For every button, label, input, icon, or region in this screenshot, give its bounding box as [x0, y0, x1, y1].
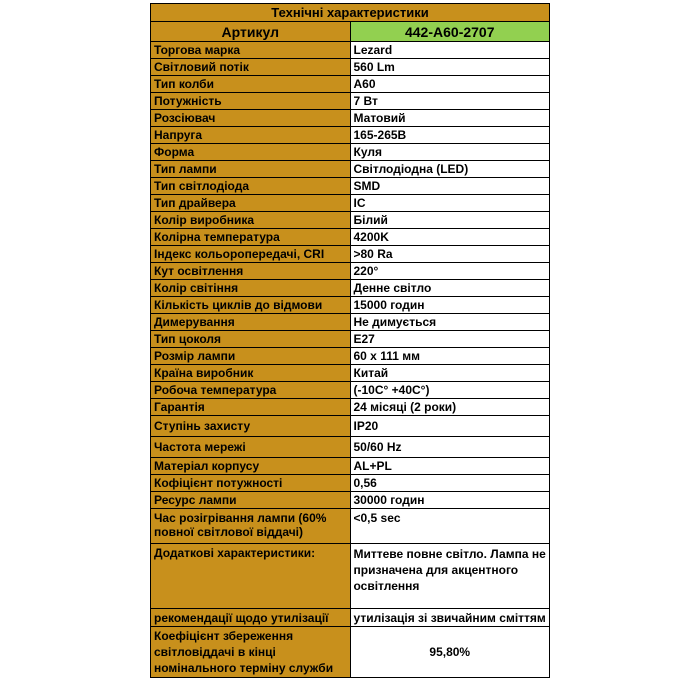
spec-value: Не димується: [350, 314, 550, 331]
spec-value: SMD: [350, 178, 550, 195]
spec-key: Тип драйвера: [151, 195, 351, 212]
spec-value: Світлодіодна (LED): [350, 161, 550, 178]
title-row: [151, 4, 550, 22]
spec-key: Кут освітлення: [151, 263, 351, 280]
spec-value: E27: [350, 331, 550, 348]
table-row: [151, 627, 550, 678]
spec-key: Колірна температура: [151, 229, 351, 246]
spec-value: IC: [350, 195, 550, 212]
spec-value: IP20: [350, 416, 550, 437]
article-label: Артикул: [151, 22, 351, 42]
spec-value: Миттеве повне світло. Лампа не призначена для акцентного освітлення: [350, 544, 550, 609]
spec-key: Ресурс лампи: [151, 492, 351, 509]
table-row: [151, 59, 550, 76]
table-row: [151, 609, 550, 627]
table-row: [151, 365, 550, 382]
table-row: [151, 509, 550, 544]
spec-key: Індекс кольоропередачі, CRI: [151, 246, 351, 263]
spec-value: 220°: [350, 263, 550, 280]
table-row: [151, 437, 550, 458]
spec-key: Потужність: [151, 93, 351, 110]
spec-key: Тип лампи: [151, 161, 351, 178]
table-row: [151, 93, 550, 110]
table-row: [151, 475, 550, 492]
table-row: [151, 127, 550, 144]
table-row: [151, 382, 550, 399]
spec-value: (-10C° +40C°): [350, 382, 550, 399]
spec-value: 95,80%: [350, 627, 550, 678]
table-row: [151, 246, 550, 263]
table-row: [151, 212, 550, 229]
spec-value: утилізація зі звичайним сміттям: [350, 609, 550, 627]
spec-key: Коефіцієнт збереження світловіддачі в кінці номінального терміну служби: [151, 627, 351, 678]
table-row: [151, 492, 550, 509]
spec-value: 4200K: [350, 229, 550, 246]
spec-value: 30000 годин: [350, 492, 550, 509]
spec-key: Робоча температура: [151, 382, 351, 399]
spec-key: Кофіцієнт потужності: [151, 475, 351, 492]
table-row: [151, 331, 550, 348]
table-row: [151, 280, 550, 297]
spec-key: Колір світіння: [151, 280, 351, 297]
spec-value: Китай: [350, 365, 550, 382]
spec-key: Тип колби: [151, 76, 351, 93]
spec-value: 7 Вт: [350, 93, 550, 110]
spec-key: Тип цоколя: [151, 331, 351, 348]
table-row: [151, 399, 550, 416]
spec-key: Час розігрівання лампи (60% повної світлової віддачі): [151, 509, 351, 544]
table-row: [151, 458, 550, 475]
spec-key: Димерування: [151, 314, 351, 331]
spec-value: 0,56: [350, 475, 550, 492]
spec-value: A60: [350, 76, 550, 93]
spec-key: Форма: [151, 144, 351, 161]
spec-key: Світловий потік: [151, 59, 351, 76]
spec-value: 24 місяці (2 роки): [350, 399, 550, 416]
table-row: [151, 195, 550, 212]
spec-key: рекомендації щодо утилізації: [151, 609, 351, 627]
spec-key: Напруга: [151, 127, 351, 144]
table-row: [151, 110, 550, 127]
spec-key: Ступінь захисту: [151, 416, 351, 437]
spec-value: 50/60 Hz: [350, 437, 550, 458]
spec-key: Розсіювач: [151, 110, 351, 127]
spec-key: Тип світлодіода: [151, 178, 351, 195]
spec-value: Lezard: [350, 42, 550, 59]
spec-value: >80 Ra: [350, 246, 550, 263]
spec-value: 560 Lm: [350, 59, 550, 76]
spec-key: Матеріал корпусу: [151, 458, 351, 475]
table-row: [151, 544, 550, 609]
spec-key: Колір виробника: [151, 212, 351, 229]
spec-key: Країна виробник: [151, 365, 351, 382]
spec-key: Гарантія: [151, 399, 351, 416]
table-row: [151, 76, 550, 93]
spec-key: Розмір лампи: [151, 348, 351, 365]
table-row: [151, 144, 550, 161]
spec-key: Кількість циклів до відмови: [151, 297, 351, 314]
spec-value: Матовий: [350, 110, 550, 127]
table-row: [151, 416, 550, 437]
spec-value: <0,5 sec: [350, 509, 550, 544]
table-row: [151, 161, 550, 178]
table-row: [151, 297, 550, 314]
spec-value: AL+PL: [350, 458, 550, 475]
spec-value: 15000 годин: [350, 297, 550, 314]
article-row: [151, 22, 550, 42]
table-row: [151, 348, 550, 365]
spec-value: Білий: [350, 212, 550, 229]
spec-value: Куля: [350, 144, 550, 161]
spec-key: Частота мережі: [151, 437, 351, 458]
spec-table: [150, 3, 550, 678]
table-title: Технічні характеристики: [151, 4, 550, 22]
spec-value: 165-265В: [350, 127, 550, 144]
table-row: [151, 178, 550, 195]
table-row: [151, 42, 550, 59]
spec-key: Додаткові характеристики:: [151, 544, 351, 609]
article-value: 442-A60-2707: [350, 22, 550, 42]
spec-value: 60 x 111 мм: [350, 348, 550, 365]
table-row: [151, 263, 550, 280]
table-row: [151, 314, 550, 331]
spec-key: Торгова марка: [151, 42, 351, 59]
spec-value: Денне світло: [350, 280, 550, 297]
table-row: [151, 229, 550, 246]
